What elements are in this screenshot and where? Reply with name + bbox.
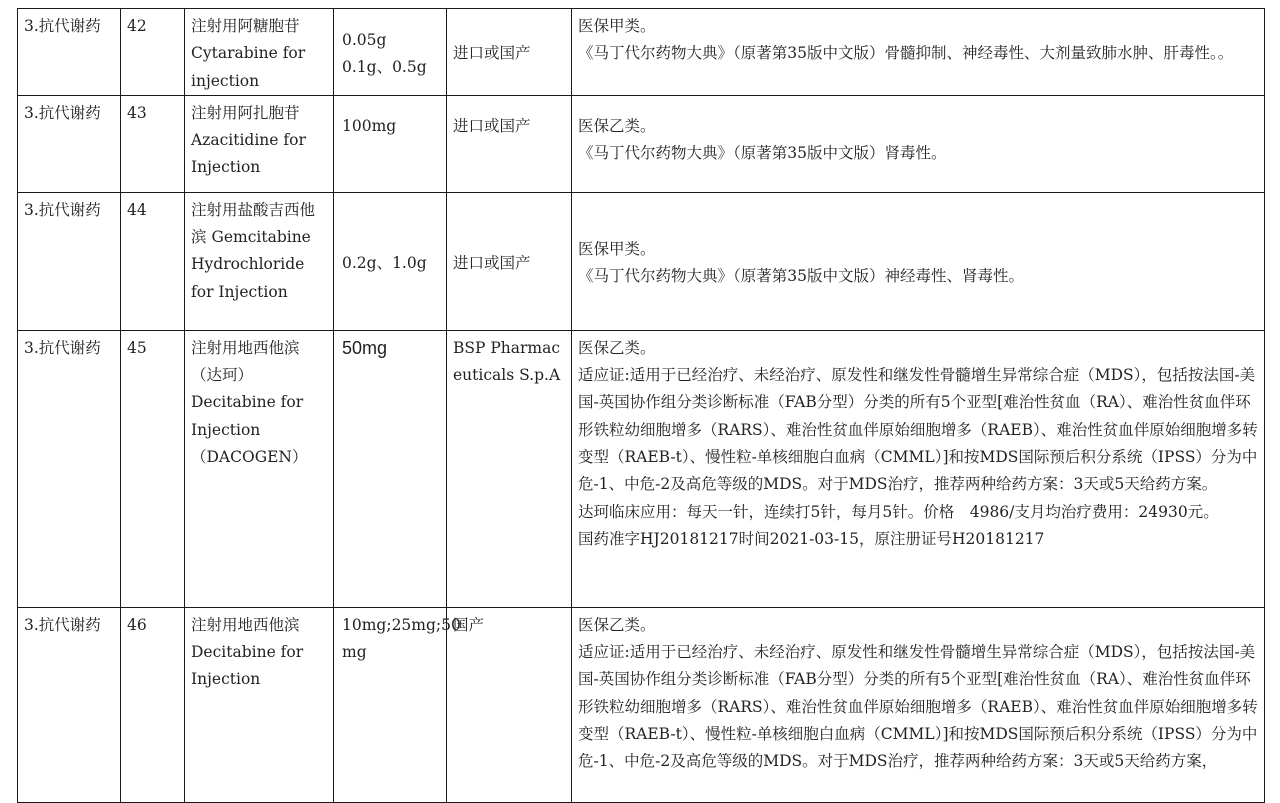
description-text: 《马丁代尔药物大典》（原著第35版中文版）肾毒性。	[578, 144, 947, 163]
origin-cell: 进口或国产	[447, 192, 572, 330]
indication-text: 适应证:适用于已经治疗、未经治疗、原发性和继发性骨髓增生异常综合症（MDS），包括按法国-美国-英国协作组分类诊断标准（FAB分型）分类的所有5个亚型[难治性贫血（RA）、难治性贫血伴环形铁粒幼细胞增多（RARS）、难治性贫血伴原始细胞增多（RAEB）、难治性贫血伴原始细胞增多转变型（RAEB-t）、慢性粒-单核细胞白血病（CMML）]和按MDS国际预后积分系统（IPSS）分为中危-1、中危-2及高危等级的MDS。对于MDS治疗，推荐两种给药方案：3天或5天给药方案。	[578, 366, 1258, 494]
spec-line: 0.2g、1.0g	[342, 253, 427, 272]
category-cell: 3.抗代谢药	[18, 607, 121, 802]
description-text: 《马丁代尔药物大典》（原著第35版中文版）骨髓抑制、神经毒性、大剂量致肺水肿、肝毒性。。	[578, 44, 1234, 63]
description-cell	[572, 330, 1265, 607]
spec-cell	[334, 607, 461, 802]
origin-cell: 进口或国产	[447, 9, 572, 96]
drug-name-cn: 注射用阿扎胞苷	[191, 103, 300, 122]
spec-cell	[334, 9, 447, 96]
number-cell: 44	[121, 192, 185, 330]
number-cell: 46	[121, 607, 185, 802]
spec-line: 0.1g、0.5g	[342, 57, 427, 76]
table-row	[18, 95, 1265, 192]
drug-name-cell	[185, 9, 334, 96]
description-text: 《马丁代尔药物大典》（原著第35版中文版）神经毒性、肾毒性。	[578, 267, 1024, 286]
drug-name-en: Cytarabine for injection	[191, 44, 306, 90]
drug-name-cn: 注射用地西他滨	[191, 615, 300, 634]
category-cell: 3.抗代谢药	[18, 330, 121, 607]
drug-name-en: Decitabine for Injection（DACOGEN）	[191, 393, 308, 467]
spec-line: 50mg	[342, 337, 388, 358]
description-cell	[572, 192, 1265, 330]
approval-number-text: 国药准字HJ20181217时间2021-03-15，原注册证号H20181217	[578, 529, 1045, 548]
drug-name-en: Decitabine for Injection	[191, 643, 304, 689]
drug-name-en: Gemcitabine Hydrochloride for Injection	[191, 228, 311, 301]
drug-name-cn: 注射用盐酸吉西他滨	[191, 200, 316, 247]
drug-name-cell	[185, 607, 334, 802]
description-cell	[572, 95, 1265, 192]
spec-cell	[334, 192, 447, 330]
table-row	[18, 607, 1265, 802]
indication-text: 适应证:适用于已经治疗、未经治疗、原发性和继发性骨髓增生异常综合症（MDS），包括按法国-美国-英国协作组分类诊断标准（FAB分型）分类的所有5个亚型[难治性贫血（RA）、难治性贫血伴环形铁粒幼细胞增多（RARS）、难治性贫血伴原始细胞增多（RAEB）、难治性贫血伴原始细胞增多转变型（RAEB-t）、慢性粒-单核细胞白血病（CMML）]和按MDS国际预后积分系统（IPSS）分为中危-1、中危-2及高危等级的MDS。对于MDS治疗，推荐两种给药方案：3天或5天给药方案，	[578, 643, 1258, 771]
spec-line: 10mg;25mg;50 mg	[342, 615, 461, 662]
spec-line: 0.05g	[342, 30, 387, 49]
category-cell: 3.抗代谢药	[18, 95, 121, 192]
insurance-class: 医保甲类。	[578, 240, 656, 259]
description-cell	[572, 9, 1265, 96]
table-row	[18, 192, 1265, 330]
insurance-class: 医保乙类。	[578, 615, 656, 634]
spec-cell	[334, 95, 447, 192]
spec-line: 100mg	[342, 116, 397, 135]
drug-name-cell	[185, 192, 334, 330]
description-cell	[572, 607, 1265, 802]
drug-name-en: Azacitidine for Injection	[191, 131, 306, 177]
insurance-class: 医保甲类。	[578, 17, 656, 35]
table-row	[18, 9, 1265, 96]
number-cell: 45	[121, 330, 185, 607]
origin-cell: 国产	[447, 607, 572, 802]
usage-price-text: 达珂临床应用：每天一针，连续打5针，每月5针。价格 4986/支月均治疗费用：24930元。	[578, 502, 1219, 521]
number-cell: 43	[121, 95, 185, 192]
category-cell: 3.抗代谢药	[18, 192, 121, 330]
number-cell: 42	[121, 9, 185, 96]
insurance-class: 医保乙类。	[578, 116, 656, 135]
drug-table	[17, 8, 1265, 803]
table-row	[18, 330, 1265, 607]
drug-name-cell	[185, 330, 334, 607]
spec-cell	[334, 330, 447, 607]
drug-name-cn: 注射用地西他滨（达珂）	[191, 338, 300, 385]
origin-cell: 进口或国产	[447, 95, 572, 192]
origin-cell: BSP Pharmaceuticals S.p.A	[447, 330, 572, 607]
insurance-class: 医保乙类。	[578, 338, 656, 357]
drug-name-cn: 注射用阿糖胞苷	[191, 17, 300, 35]
category-cell: 3.抗代谢药	[18, 9, 121, 96]
drug-name-cell	[185, 95, 334, 192]
